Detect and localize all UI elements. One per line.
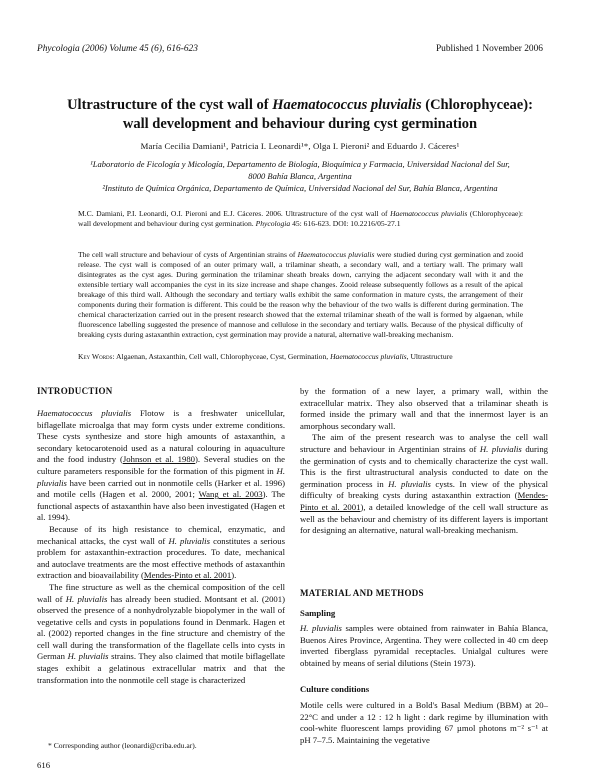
right-column-text: by the formation of a new layer, a primary wall, within the extracellular matrix. They also observed that a trilaminar sheath is formed inside the primary wall and that the innermost layer is an amorphous secondary wall. The aim of the present research was to analyse the cell wall structure and behaviour in Argentinian strains of H. pluvialis during the germination of cysts and to chemically characterize the cyst wall. This is the first ultrastructural analysis conducted to date on the germination process in H. pluvialis cysts. In view of the physical difficulty of breaking cysts during astaxanthin extraction (Mendes-Pinto et al. 2001), a detailed knowledge of the cell wall structure as well as the behaviour and chemistry of its different layers is important for designing an alternative, natural wall-breaking mechanism.: [300, 386, 549, 536]
page-number: 616: [37, 760, 51, 770]
author-list: María Cecilia Damiani¹, Patricia I. Leonardi¹*, Olga I. Pieroni² and Eduardo J. Cáceres¹: [140, 141, 460, 151]
affiliation-2: ²Instituto de Química Orgánica, Departamento de Química, Universidad Nacional del Sur, Bahía Blanca, Argentina: [102, 183, 498, 193]
affiliation-1: ¹Laboratorio de Ficología y Micología, Departamento de Biología, Bioquímica y Farmacia, Universidad Nacional del Sur, 8000 Bahía Blanca, Argentina: [90, 159, 510, 181]
keywords: Key Words: Algaenan, Astaxanthin, Cell wall, Chlorophyceae, Cyst, Germination, Haematococcus pluvialis, Ultrastructure: [78, 352, 453, 361]
culture-heading: Culture conditions: [300, 684, 370, 694]
culture-text: Motile cells were cultured in a Bold's Basal Medium (BBM) at 20–22°C and under a 12 : 12 h light : dark regime by illumination with cool-white fluorescent lamps providing 67 µmol photons m⁻² s⁻¹ at pH 7–7.5. Maintaining the vegetative: [300, 700, 548, 745]
intro-heading: INTRODUCTION: [37, 386, 113, 396]
methods-heading: MATERIAL AND METHODS: [300, 588, 424, 598]
corresponding-author-footnote: * Corresponding author (leonardi@criba.edu.ar).: [48, 741, 197, 750]
journal-header: Phycologia (2006) Volume 45 (6), 616-623: [37, 44, 198, 54]
ref-link[interactable]: Mendes-Pinto et al. 2001: [143, 570, 232, 581]
published-date: Published 1 November 2006: [435, 44, 543, 54]
ref-link[interactable]: Johnson et al. 1980: [122, 454, 196, 465]
sampling-text: H. pluvialis samples were obtained from rainwater in Bahía Blanca, Buenos Aires Province, Argentina. They were collected in 40 cm deep inverted fiberglass pyramidal receptacles. Unialgal cultures were obtained by means of serial dilutions (Stein 1973).: [300, 623, 549, 668]
ref-link[interactable]: Wang et al. 2003: [198, 489, 263, 500]
sampling-heading: Sampling: [300, 608, 336, 618]
citation-block: M.C. Damiani, P.I. Leonardi, O.I. Pieroni and E.J. Cáceres. 2006. Ultrastructure of the cyst wall of Haematococcus pluvialis (Chlorophyceae): wall development and behaviour during cyst germination. Phycologia 45: 616-623. DOI: 10.2216/05-27.1: [78, 209, 523, 228]
abstract: The cell wall structure and behaviour of cysts of Argentinian strains of Haematococcus pluvialis were studied during cyst germination and zooid release. The cyst wall is composed of an outer primary wall, a trilaminar sheath, a secondary wall, and a tertiary wall. The primary wall disintegrates as the cyst ages. During germination the trilaminar sheath breaks down, carrying the adjacent secondary wall with it and the extensible tertiary wall accompanies the cyst in its size increase and shape changes. Zooid release subsequently follows as a result of the apical breakage of this third wall. Although the secondary and tertiary walls exhibit the same conformation in mature cysts, the arrangement of their components during their formation is different. This could be the reason why the behaviour of the two walls is different during germination. The chemical characterization carried out in the present research showed that the external trilaminar sheath of the wall is formed by algaenan, while fluorescence labelling suggested the presence of mannose and cellulose in the secondary and tertiary walls. Because of the physical difficulty of breaking cysts during astaxanthin extraction, cyst germination may provide a natural, alternative wall-breaking mechanism.: [78, 250, 523, 339]
paper-title: Ultrastructure of the cyst wall of Haematococcus pluvialis (Chlorophyceae): wall development and behaviour during cyst germination: [67, 97, 533, 132]
intro-text: Haematococcus pluvialis Flotow is a freshwater unicellular, biflagellate microalga that may form cysts under extreme conditions. These cysts synthesize and store high amounts of astaxanthin, a secondary ketocarotenoid used as a natural colouring in aquaculture and the food industry (Johnson et al. 1980). Several studies on the culture parameters responsible for the formation of this pigment in H. pluvialis have been carried out in nonmotile cells (Harker et al. 1996) and motile cells (Hagen et al. 2000, 2001; Wang et al. 2003). The functional aspects of astaxanthin have also been investigated (Hagen et al. 1994). Because of its high resistance to chemical, enzymatic, and mechanical attacks, the cyst wall of H. pluvialis constitutes a serious problem for astaxanthin-extraction procedures. To date, mechanical and autoclave treatments are the most effective methods of astaxanthin extraction and bioavailability (Mendes-Pinto et al. 2001). The fine structure as well as the chemical composition of the cell wall of H. pluvialis has already been studied. Montsant et al. (2001) observed the presence of a nonhydrolyzable biopolymer in the wall of vegetative cells and cysts in populations found in Denmark. Hagen et al. (2002) reported changes in the fine structure and chemistry of the cell wall during the transformation of the flagellate cells into cysts in German H. pluvialis strains. They also claimed that motile biflagellate stages exhibit a gelatinous extracellular matrix and that the transformation into the nonmotile cell stage is characterized: [37, 408, 286, 685]
ref-link[interactable]: Mendes-Pinto et al. 2001: [300, 490, 548, 512]
